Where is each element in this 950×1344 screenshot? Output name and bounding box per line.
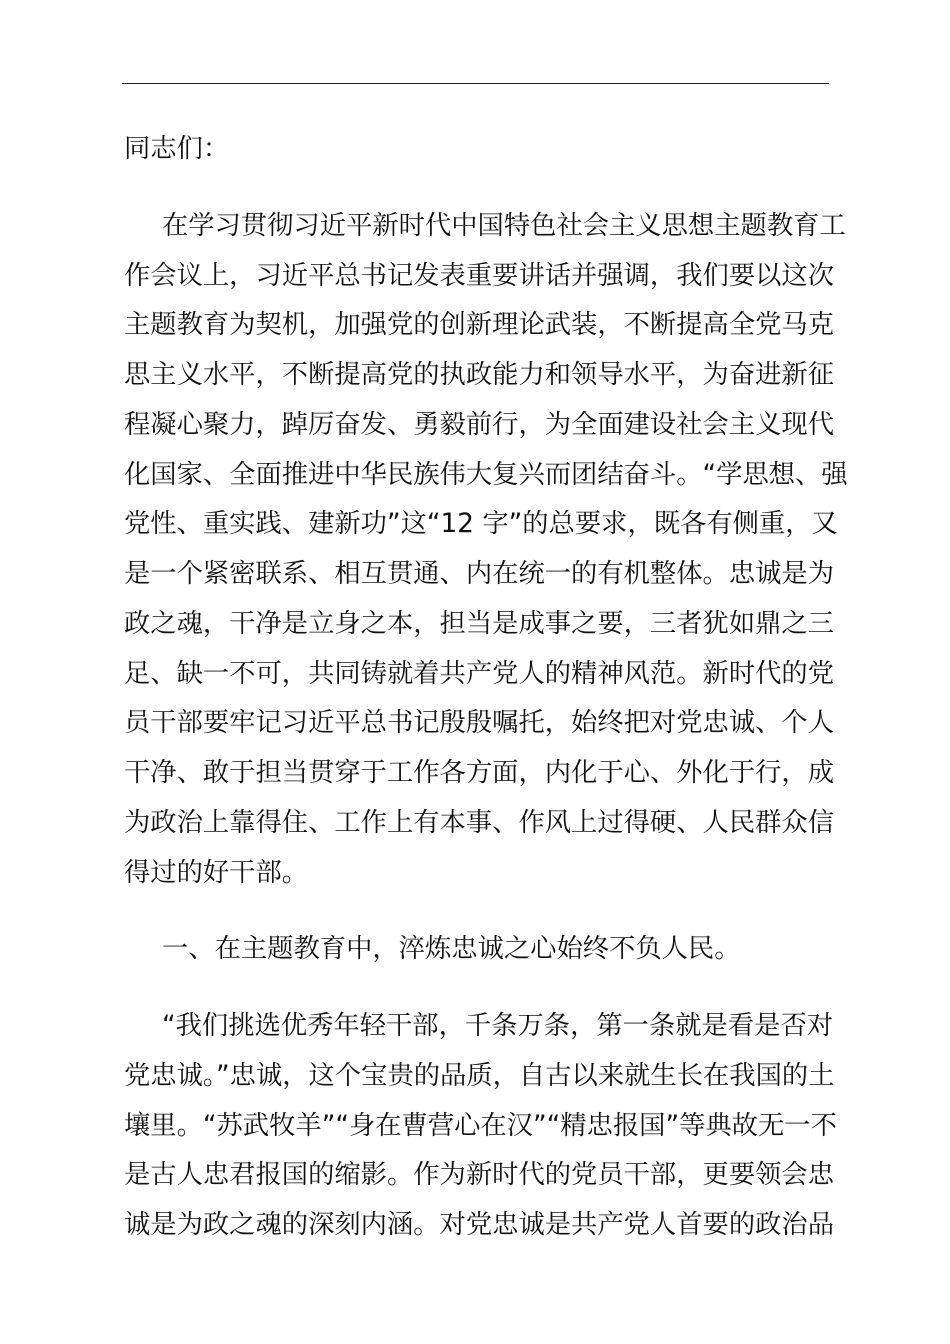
paragraph-line: 思主义水平，不断提高党的执政能力和领导水平，为奋进新征 (124, 360, 835, 390)
paragraph-line: 壤里。“苏武牧羊”“身在曹营心在汉”“精忠报国”等典故无一不 (124, 1110, 837, 1141)
paragraph-intro (124, 202, 848, 899)
paragraph-spacer (124, 175, 828, 202)
paragraph-line: 在学习贯彻习近平新时代中国特色社会主义思想主题教育工 (162, 210, 846, 241)
paragraph-line: 是古人忠君报国的缩影。作为新时代的党员干部，更要领会忠 (124, 1160, 835, 1191)
document-body (124, 125, 848, 1251)
salutation (124, 125, 828, 175)
paragraph-line: 足、缺一不可，共同铸就着共产党人的精神风范。新时代的党 (124, 658, 835, 689)
paragraph-line: “我们挑选优秀年轻干部，千条万条，第一条就是看是否对 (162, 1011, 834, 1041)
paragraph-spacer (124, 975, 828, 1002)
paragraph-spacer (124, 898, 828, 925)
paragraph-line: 得过的好干部。 (124, 857, 309, 888)
section-heading-line: 一、在主题教育中，淬炼忠诚之心始终不负人民。 (162, 934, 741, 965)
paragraph-line: 为政治上靠得住、工作上有本事、作风上过得硬、人民群众信 (124, 807, 835, 838)
section-heading (124, 925, 828, 975)
paragraph-line: 化国家、全面推进中华民族伟大复兴而团结奋斗。“学思想、强 (124, 459, 848, 490)
paragraph-line: 程凝心聚力，踔厉奋发、勇毅前行，为全面建设社会主义现代 (124, 409, 835, 440)
paragraph-line: 政之魂，干净是立身之本，担当是成事之要，三者犹如鼎之三 (124, 608, 835, 639)
paragraph-line: 员干部要牢记习近平总书记殷殷嘱托，始终把对党忠诚、个人 (124, 708, 835, 739)
paragraph-loyalty (124, 1002, 837, 1251)
paragraph-line: 党性、重实践、建新功”这“12 字”的总要求，既各有侧重，又 (124, 509, 838, 540)
paragraph-line: 诚是为政之魂的深刻内涵。对党忠诚是共产党人首要的政治品 (124, 1210, 835, 1240)
paragraph-line: 党忠诚。”忠诚，这个宝贵的品质，自古以来就生长在我国的土 (124, 1060, 835, 1091)
header-rule (122, 83, 829, 84)
paragraph-line: 主题教育为契机，加强党的创新理论武装，不断提高全党马克 (124, 310, 835, 341)
salutation-line: 同志们： (124, 134, 230, 164)
paragraph-line: 作会议上，习近平总书记发表重要讲话并强调，我们要以这次 (124, 260, 835, 291)
paragraph-line: 干净、敢于担当贯穿于工作各方面，内化于心、外化于行，成 (124, 758, 835, 788)
paragraph-line: 是一个紧密联系、相互贯通、内在统一的有机整体。忠诚是为 (124, 559, 835, 589)
